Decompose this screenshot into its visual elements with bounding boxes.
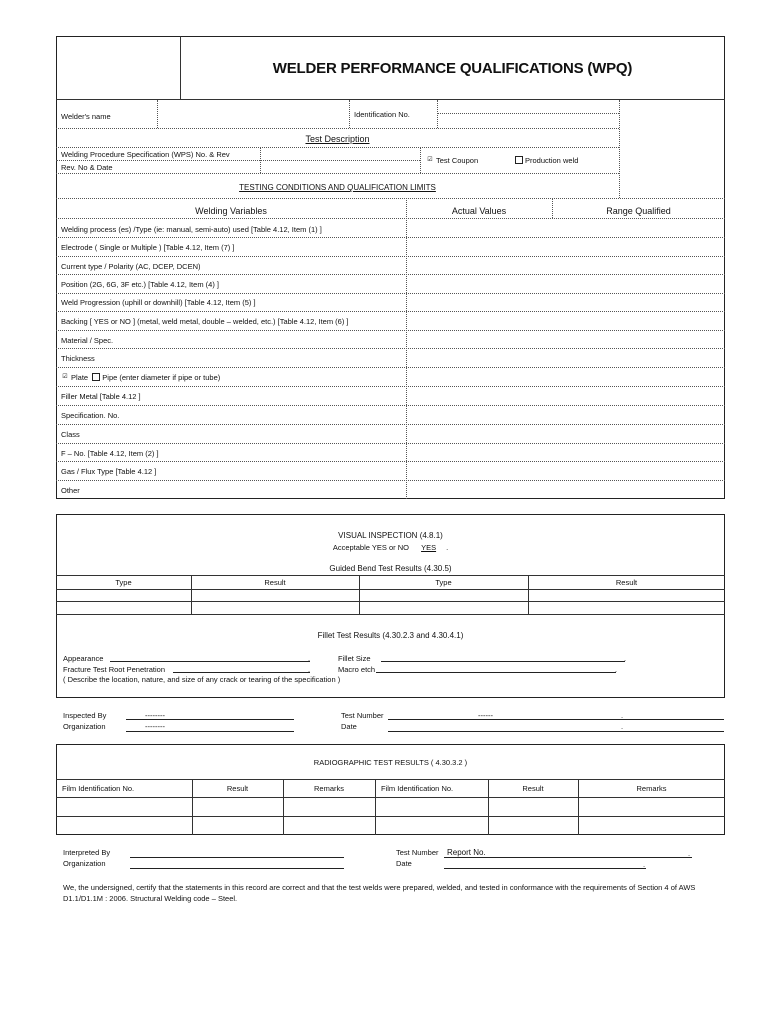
variable-row-label: Weld Progression (uphill or downhill) [Table 4.12, Item (5) ] [61,298,256,307]
acceptable-label: Acceptable YES or NO [332,543,409,552]
checked-checkbox-icon[interactable]: ☑ [427,157,433,164]
radio-col-header: Remarks [636,784,667,793]
fillet-size-field[interactable] [381,661,625,662]
divider [437,113,619,114]
text: . [624,654,627,663]
production-weld-option[interactable] [515,156,578,165]
radio-col-header: Result [522,784,544,793]
bend-col-header: Type [435,578,452,587]
divider [56,367,725,368]
macro-etch-label: Macro etch [338,665,376,674]
checkbox-icon[interactable] [515,156,523,164]
variable-row-label: F – No. [Table 4.12, Item (2) ] [61,449,159,458]
interpreted-by-field[interactable] [130,857,344,858]
divider [56,779,725,780]
divider [619,100,620,198]
rev-no-date-label: Rev. No & Date [61,163,113,172]
divider [56,480,725,481]
divider [56,405,725,406]
divider [56,614,725,615]
divider [437,100,438,128]
text: . [308,654,311,663]
variable-row-label: Specification. No. [61,411,120,420]
test-number-value: ------ [478,711,493,720]
checked-checkbox-icon[interactable]: ☑ [62,374,68,381]
variable-row-label: Electrode ( Single or Multiple ) [Table 4.12, Item (7) ] [61,243,235,252]
variable-row-label: Current type / Polarity (AC, DCEP, DCEN) [61,262,201,271]
divider [56,274,725,275]
appearance-label: Appearance [63,654,104,663]
interpreted-organization-label: Organization [63,859,106,868]
divider [349,100,350,128]
test-number-label: Test Number [341,711,384,720]
divider [56,198,725,199]
divider [56,218,725,219]
certification-statement: We, the undersigned, certify that the statements in this record are correct and that the test welds were prepared, welded, and tested in conformance with the requirements of Section 4 of AWS D1.1/D1.1M : 2006. Structural Welding code – Steel. [63,883,696,903]
report-no-value: Report No. [447,848,486,857]
divider [56,601,725,602]
testing-conditions-heading: TESTING CONDITIONS AND QUALIFICATION LIMITS [239,183,436,192]
radio-col-header: Film Identification No. [381,784,454,793]
checkbox-icon[interactable] [92,373,100,381]
inspected-by-field[interactable] [126,719,294,720]
date-field[interactable] [388,731,724,732]
pipe-label: Pipe (enter diameter if pipe or tube) [102,373,221,382]
divider [56,797,725,798]
divider [56,330,725,331]
divider [56,160,420,161]
radio-col-header: Result [226,784,249,793]
interpreted-test-number-field[interactable] [444,857,692,858]
date-label: Date [341,722,357,731]
test-coupon-label: Test Coupon [436,156,479,165]
variable-row-label: Filler Metal [Table 4.12 ] [61,392,141,401]
test-coupon-option[interactable] [426,156,478,165]
variable-row-label: Backing [ YES or NO ] (metal, weld metal, double – welded, etc.) [Table 4.12, Item (6) ] [61,317,349,326]
guided-bend-label: Guided Bend Test Results [329,564,422,573]
text: . [621,711,624,720]
divider [56,311,725,312]
text: . [615,665,618,674]
divider [56,386,725,387]
divider [56,575,725,576]
divider [375,779,376,835]
interpreted-test-number-label: Test Number [396,848,439,857]
divider [56,816,725,817]
text: . [621,722,624,731]
variable-row-label: Material / Spec. [61,336,114,345]
production-weld-label: Production weld [525,156,579,165]
macro-etch-field[interactable] [376,672,616,673]
text: . [308,665,311,674]
radio-col-header: Film Identification No. [62,784,135,793]
divider [56,128,619,129]
variable-row-label: Gas / Flux Type [Table 4.12 ] [61,467,157,476]
col-welding-variables: Welding Variables [195,206,267,216]
divider [56,147,619,148]
radiographic-title: RADIOGRAPHIC TEST RESULTS ( 4.30.3.2 ) [313,758,468,767]
text: . [688,849,691,858]
visual-inspection-label: VISUAL INSPECTION [338,531,418,540]
bend-col-header: Result [615,578,638,587]
acceptable-value: YES [421,543,437,552]
guided-bend-title [56,564,725,573]
wps-no-label: Welding Procedure Specification (WPS) No. & Rev [61,150,230,159]
test-number-field[interactable] [388,719,724,720]
variable-row-label: Class [61,430,80,439]
divider [56,443,725,444]
variable-row-label: Thickness [61,354,95,363]
describe-note: ( Describe the location, nature, and size of any crack or tearing of the specification ) [63,675,341,684]
fillet-size-label: Fillet Size [338,654,371,663]
visual-inspection-ref: (4.8.1) [419,531,443,540]
appearance-field[interactable] [110,661,310,662]
divider [157,100,158,128]
organization-field[interactable] [126,731,294,732]
divider [56,237,725,238]
interpreted-organization-field[interactable] [130,868,344,869]
fillet-label: Fillet Test Results [317,631,381,640]
interpreted-date-field[interactable] [444,868,646,869]
inspected-by-label: Inspected By [63,711,107,720]
divider [552,198,553,218]
radio-col-header: Remarks [313,784,344,793]
divider [56,348,725,349]
interpreted-date-label: Date [396,859,412,868]
identification-no-label: Identification No. [354,110,410,119]
divider [56,589,725,590]
divider [56,293,725,294]
test-description-heading: Test Description [305,134,370,144]
fracture-label: Fracture Test Root Penetration [63,665,165,674]
guided-bend-ref: (4.30.5) [424,564,452,573]
inspected-by-value: -------- [145,711,165,720]
variable-row-label: Welding process (es) /Type (ie: manual, semi-auto) used [Table 4.12, Item (1) ] [61,225,322,234]
plate-label: Plate [71,373,89,382]
divider [56,173,619,174]
divider [56,424,725,425]
col-actual-values: Actual Values [451,206,507,216]
organization-value: -------- [145,722,165,731]
organization-label: Organization [63,722,106,731]
fillet-title [56,631,725,640]
divider [56,256,725,257]
col-range-qualified: Range Qualified [606,206,671,216]
divider [420,147,421,173]
bend-col-header: Result [264,578,286,587]
acceptable-row: Acceptable YES or NO YES . [332,543,449,552]
visual-inspection-title [56,531,725,540]
divider [56,461,725,462]
interpreted-by-label: Interpreted By [63,848,111,857]
variable-row-label: Position (2G, 6G, 3F etc.) [Table 4.12, Item (4) ] [61,280,219,289]
welders-name-label: Welder's name [61,112,111,121]
divider [260,147,261,173]
plate-pipe-row [61,373,220,382]
bend-col-header: Type [115,578,132,587]
fillet-ref: (4.30.2.3 and 4.30.4.1) [382,631,464,640]
form-title: WELDER PERFORMANCE QUALIFICATIONS (WPQ) [272,60,633,77]
text: . [643,860,646,869]
fracture-field[interactable] [173,672,310,673]
variable-row-label: Other [61,486,80,495]
